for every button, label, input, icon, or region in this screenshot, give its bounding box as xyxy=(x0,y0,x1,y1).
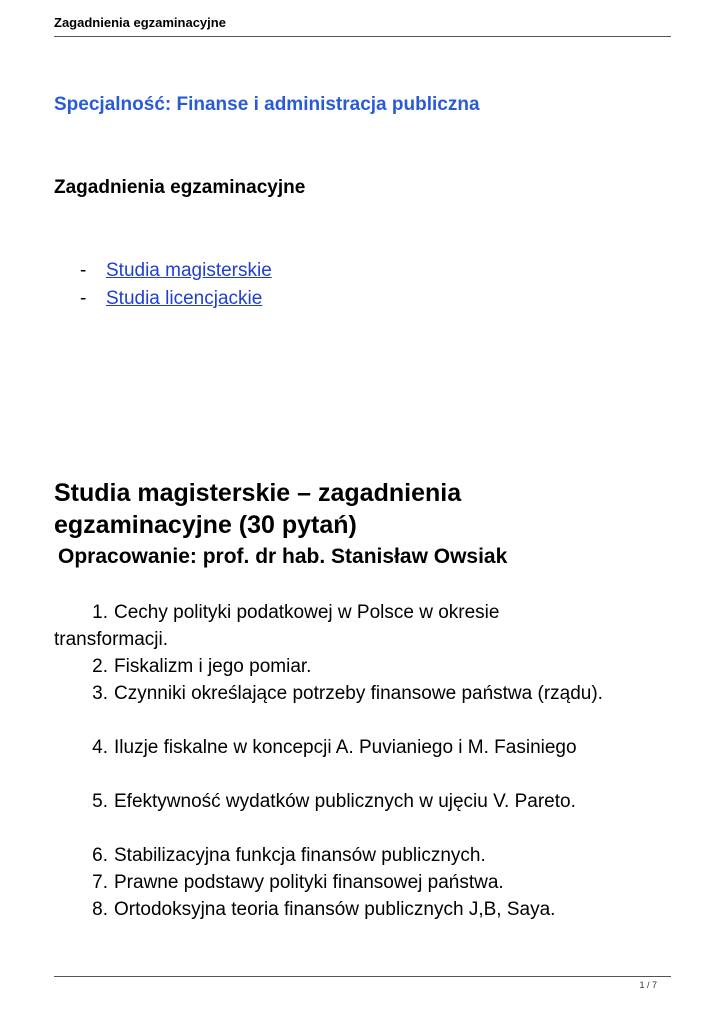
topic-text: Stabilizacyjna funkcja finansów publicznych. xyxy=(114,845,486,866)
topic-text: Iluzje fiskalne w koncepcji A. Puvianiego i M. Fasiniego xyxy=(114,737,577,758)
topic-number: 5. xyxy=(92,791,108,812)
specialty-title: Specjalność: Finanse i administracja publiczna xyxy=(54,94,480,115)
topic-number: 7. xyxy=(92,872,108,893)
link-studia-licencjackie[interactable]: Studia licencjackie xyxy=(106,288,263,309)
topic-number: 3. xyxy=(92,683,108,704)
section-heading: Zagadnienia egzaminacyjne xyxy=(54,177,306,198)
header-divider xyxy=(54,36,671,37)
topic-item xyxy=(54,599,684,653)
topic-item xyxy=(54,842,684,869)
spacer xyxy=(54,707,684,734)
topic-item xyxy=(54,788,684,815)
topic-text: Prawne podstawy polityki finansowej państwa. xyxy=(114,872,504,893)
topic-number: 4. xyxy=(92,737,108,758)
footer-divider xyxy=(54,976,671,977)
list-dash: - xyxy=(80,260,87,281)
spacer xyxy=(54,761,684,788)
topic-number: 8. xyxy=(92,899,108,920)
topic-item xyxy=(54,680,684,707)
topic-text: Czynniki określające potrzeby finansowe państwa (rządu). xyxy=(114,683,603,704)
spacer xyxy=(54,815,684,842)
topic-text-continuation: transformacji. xyxy=(54,629,169,650)
topic-item xyxy=(54,653,684,680)
topic-item xyxy=(54,896,684,923)
page-number: 1 / 7 xyxy=(639,980,657,990)
list-item xyxy=(80,257,272,285)
study-links-list xyxy=(80,257,272,313)
topic-number: 1. xyxy=(92,602,108,623)
topic-number: 6. xyxy=(92,845,108,866)
main-heading: Studia magisterskie – zagadnienia egzaminacyjne (30 pytań) xyxy=(54,479,462,539)
link-studia-magisterskie[interactable]: Studia magisterskie xyxy=(106,260,272,281)
topic-text: Ortodoksyjna teoria finansów publicznych J,B, Saya. xyxy=(114,899,556,920)
topic-item xyxy=(54,734,684,761)
topic-number: 2. xyxy=(92,656,108,677)
topic-text: Fiskalizm i jego pomiar. xyxy=(114,656,312,677)
topic-text: Cechy polityki podatkowej w Polsce w okresie xyxy=(114,602,500,623)
list-item xyxy=(80,285,272,313)
author-subheading: Opracowanie: prof. dr hab. Stanisław Owsiak xyxy=(58,545,508,568)
topic-item xyxy=(54,869,684,896)
topics-list xyxy=(54,599,684,923)
list-dash: - xyxy=(80,288,87,309)
topic-text: Efektywność wydatków publicznych w ujęciu V. Pareto. xyxy=(114,791,576,812)
header-title: Zagadnienia egzaminacyjne xyxy=(54,15,226,30)
